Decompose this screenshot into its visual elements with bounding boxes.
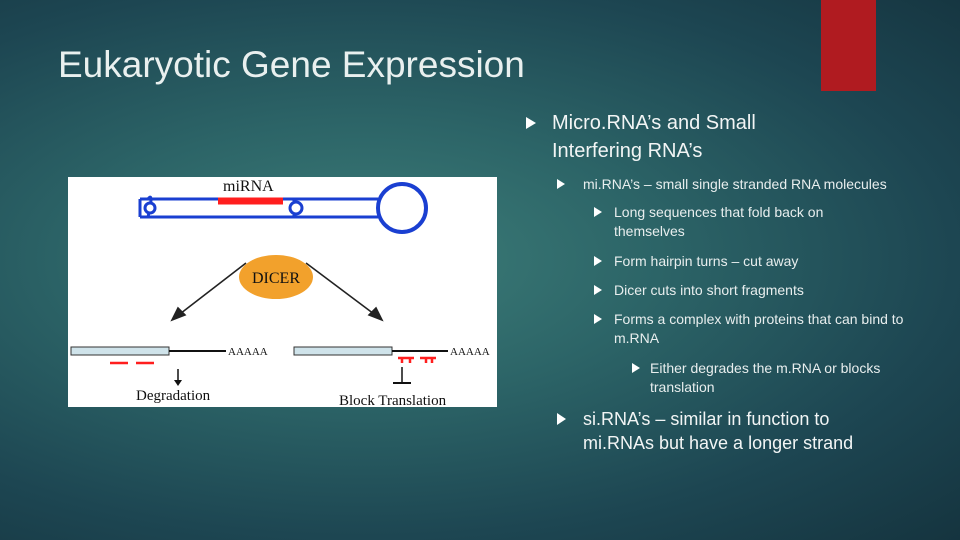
block-translation-label: Block Translation: [339, 393, 447, 407]
bullet-marker-icon: [594, 285, 602, 295]
bullet-sub-4: Forms a complex with proteins that can bind to m.RNA: [614, 311, 904, 346]
left-polya-label: AAAAA: [228, 346, 268, 358]
bullet-sub-sub-1: Either degrades the m.RNA or blocks translation: [650, 360, 881, 395]
bullet-sub-1: Long sequences that fold back on themselves: [614, 204, 824, 239]
bullet-marker-icon: [632, 363, 640, 373]
right-polya-label: AAAAA: [450, 346, 490, 358]
bullet-marker-icon: [557, 179, 565, 189]
bullet-marker-icon: [594, 207, 602, 217]
bullet-marker-icon: [557, 413, 566, 425]
bullet-sirna: si.RNA’s – similar in function to mi.RNAs but have a longer strand: [583, 409, 854, 453]
bullet-sub-3: Dicer cuts into short fragments: [614, 282, 804, 298]
mirna-label: miRNA: [223, 178, 274, 195]
bullet-heading: Micro.RNA’s and Small Interfering RNA’s: [552, 112, 756, 162]
bullet-marker-icon: [526, 117, 536, 129]
dicer-label: DICER: [252, 270, 300, 287]
bullet-sub-2: Form hairpin turns – cut away: [614, 253, 799, 269]
bullet-marker-icon: [594, 256, 602, 266]
bullet-marker-icon: [594, 314, 602, 324]
degradation-label: Degradation: [136, 388, 211, 404]
slide-title: Eukaryotic Gene Expression: [58, 44, 525, 85]
bullet-mirna: mi.RNA’s – small single stranded RNA molecules: [583, 176, 887, 192]
